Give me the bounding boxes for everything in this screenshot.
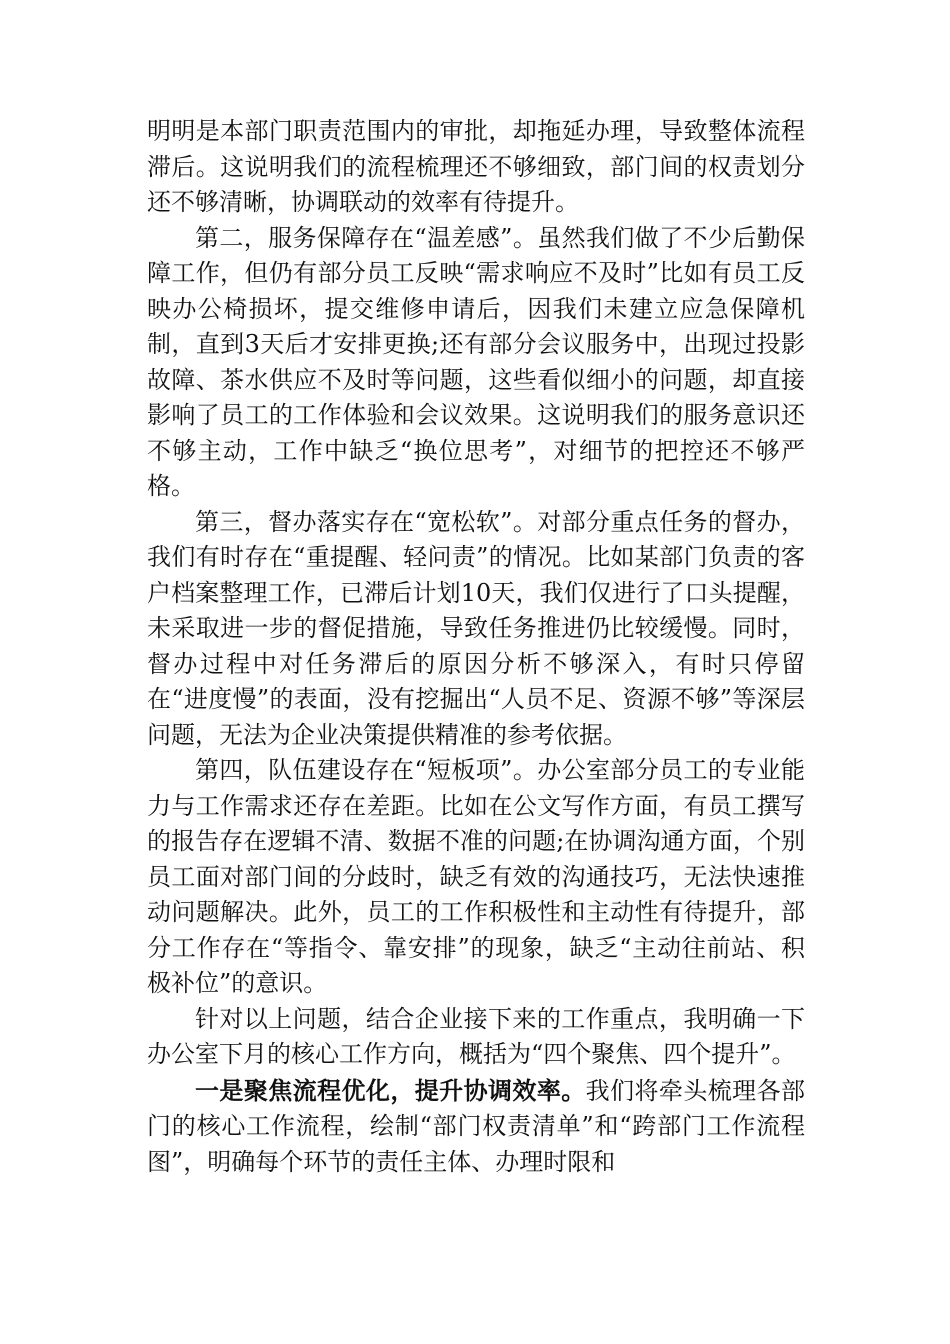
paragraph-third-point: 第三，督办落实存在“宽松软”。对部分重点任务的督办，我们有时存在“重提醒、轻问责”的情况。比如某部门负责的客户档案整理工作，已滞后计划10天，我们仅进行了口头提醒，未采取进一步的督促措施，导致任务推进仍比较缓慢。同时，督办过程中对任务滞后的原因分析不够深入，有时只停留在“进度慢”的表面，没有挖掘出“人员不足、资源不够”等深层问题，无法为企业决策提供精准的参考依据。 xyxy=(147,507,805,749)
paragraph-summary: 针对以上问题，结合企业接下来的工作重点，我明确一下办公室下月的核心工作方向，概括为“四个聚焦、四个提升”。 xyxy=(147,1004,805,1068)
paragraph-focus-one xyxy=(147,1073,805,1181)
paragraph-second-point: 第二，服务保障存在“温差感”。虽然我们做了不少后勤保障工作，但仍有部分员工反映“需求响应不及时”比如有员工反映办公椅损坏，提交维修申请后，因我们未建立应急保障机制，直到3天后才安排更换;还有部分会议服务中，出现过投影故障、茶水供应不及时等问题，这些看似细小的问题，却直接影响了员工的工作体验和会议效果。这说明我们的服务意识还不够主动，工作中缺乏“换位思考”，对细节的把控还不够严格。 xyxy=(147,223,805,500)
paragraph-focus-one-heading: 一是聚焦流程优化，提升协调效率。 xyxy=(195,1075,586,1105)
document-page xyxy=(147,114,805,1180)
paragraph-focus-one-body: 我们将牵头梳理各部门的核心工作流程，绘制“部门权责清单”和“跨部门工作流程图”，明确每个环节的责任主体、办理时限和 xyxy=(147,1076,806,1176)
paragraph-fourth-point: 第四，队伍建设存在“短板项”。办公室部分员工的专业能力与工作需求还存在差距。比如在公文写作方面，有员工撰写的报告存在逻辑不清、数据不准的问题;在协调沟通方面，个别员工面对部门间的分歧时，缺乏有效的沟通技巧，无法快速推动问题解决。此外，员工的工作积极性和主动性有待提升，部分工作存在“等指令、靠安排”的现象，缺乏“主动往前站、积极补位”的意识。 xyxy=(147,756,805,997)
paragraph-continuation: 明明是本部门职责范围内的审批，却拖延办理，导致整体流程滞后。这说明我们的流程梳理还不够细致，部门间的权责划分还不够清晰，协调联动的效率有待提升。 xyxy=(147,117,805,216)
